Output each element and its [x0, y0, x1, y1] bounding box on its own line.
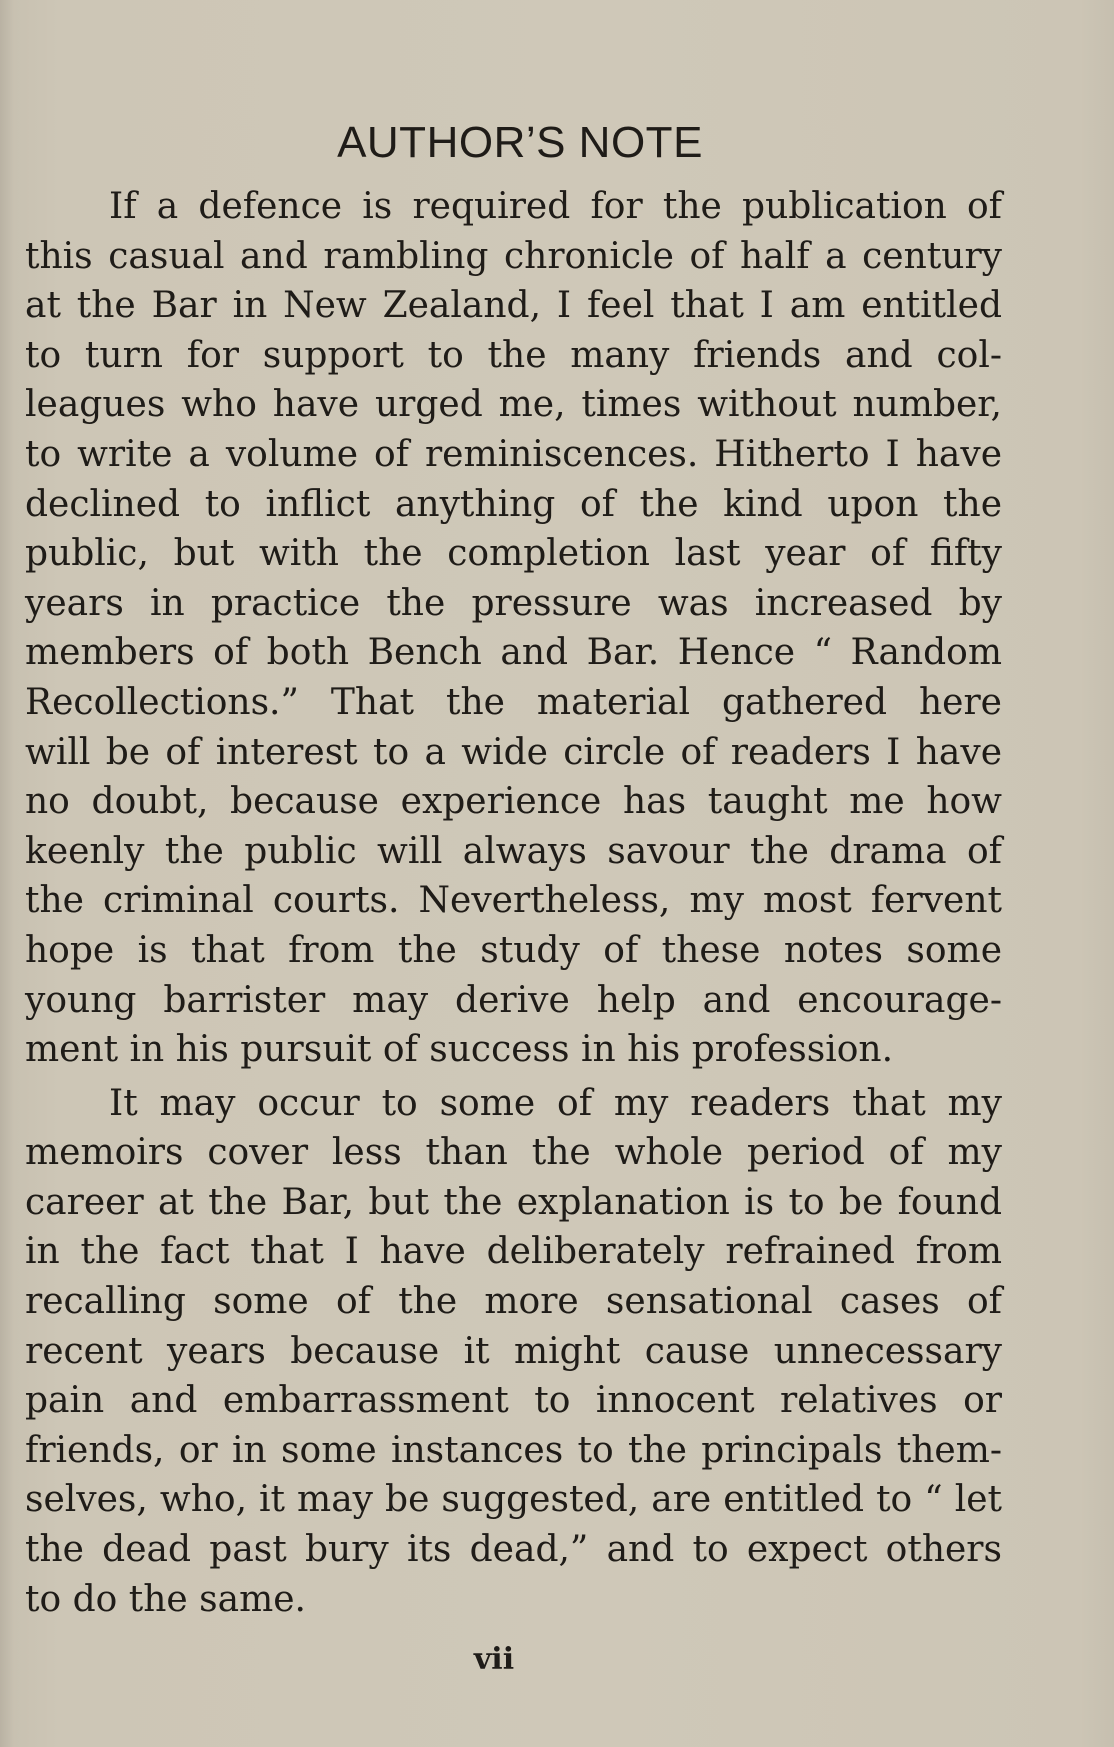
text-line: selves, who, it may be suggested, are entitled to “ let [25, 1479, 1002, 1521]
text-line: recalling some of the more sensational cases of [25, 1281, 1002, 1323]
text-line: public, but with the completion last year of fifty [25, 533, 1002, 575]
text-line: keenly the public will always savour the drama of [25, 830, 1002, 872]
text-line: hope is that from the study of these notes some [25, 929, 1002, 971]
text-line: this casual and rambling chronicle of half a century [25, 235, 1002, 277]
text-line: ment in his pursuit of success in his profession. [25, 1029, 894, 1071]
text-line: members of both Bench and Bar. Hence “ Random [25, 632, 1002, 674]
text-line: to do the same. [25, 1578, 306, 1620]
text-line: recent years because it might cause unnecessary [25, 1330, 1002, 1372]
paragraph-2 [25, 1079, 1002, 1625]
text-line: career at the Bar, but the explanation is to be found [25, 1181, 1002, 1223]
text-line: the criminal courts. Nevertheless, my most fervent [25, 880, 1002, 922]
text-line: young barrister may derive help and encourage- [25, 979, 1002, 1021]
paragraph-1 [25, 182, 1002, 1075]
text-line: It may occur to some of my readers that my [109, 1082, 1002, 1124]
text-line: will be of interest to a wide circle of readers I have [25, 731, 1002, 773]
text-line: leagues who have urged me, times without number, [25, 384, 1002, 426]
text-line: in the fact that I have deliberately refrained from [25, 1231, 1002, 1273]
text-line: memoirs cover less than the whole period of my [25, 1132, 1002, 1174]
text-line: no doubt, because experience has taught me how [25, 781, 1002, 823]
text-line: If a defence is required for the publication of [109, 186, 1002, 227]
text-line: to turn for support to the many friends and col- [25, 334, 1002, 376]
page-title: AUTHOR’S NOTE [337, 118, 703, 167]
text-line: the dead past bury its dead,” and to expect others [25, 1529, 1002, 1571]
text-line: friends, or in some instances to the principals them- [25, 1429, 1002, 1471]
text-line: Recollections.” That the material gathered here [25, 681, 1002, 723]
page-number: vii [473, 1642, 515, 1677]
text-line: pain and embarrassment to innocent relatives or [25, 1380, 1002, 1422]
text-line: years in practice the pressure was increased by [25, 582, 1002, 624]
body-text [25, 182, 1002, 1624]
text-line: to write a volume of reminiscences. Hitherto I have [25, 433, 1002, 475]
text-line: declined to inflict anything of the kind upon the [25, 483, 1002, 525]
text-line: at the Bar in New Zealand, I feel that I am entitled [25, 285, 1002, 327]
